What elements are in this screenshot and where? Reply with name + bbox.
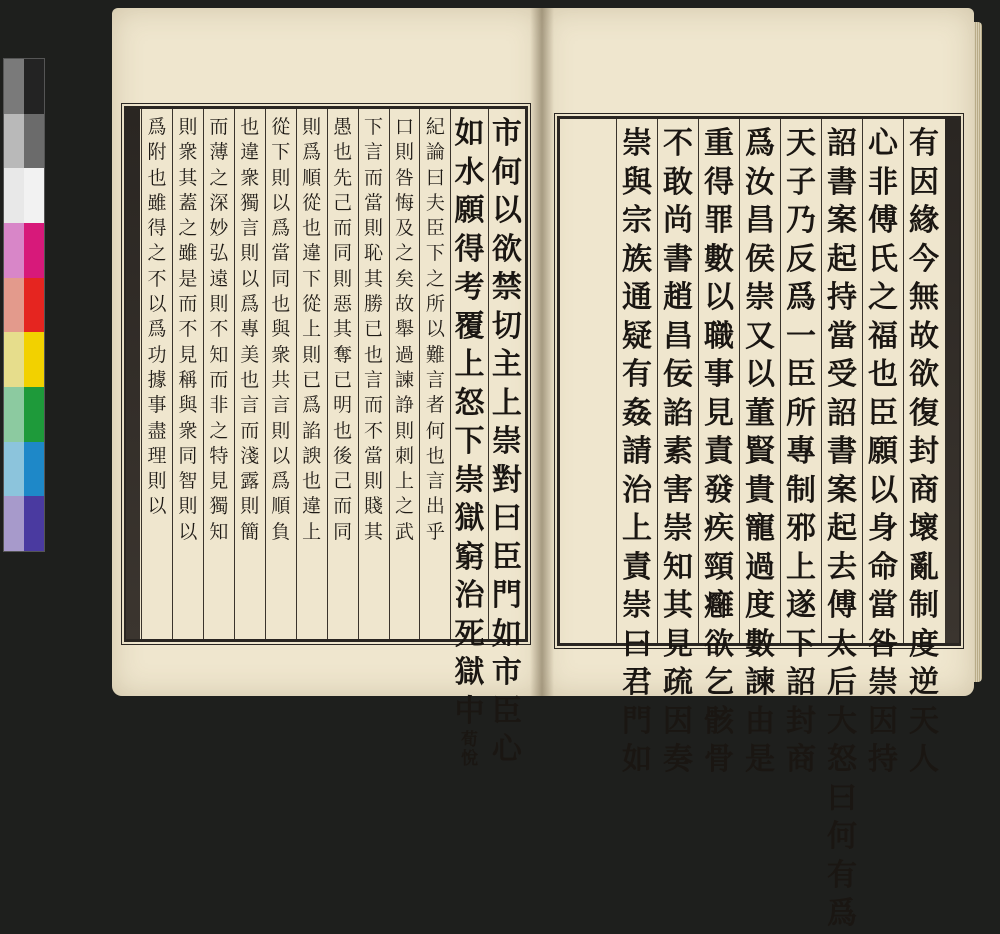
color-swatch xyxy=(24,278,44,333)
open-book xyxy=(112,8,974,931)
color-swatch xyxy=(4,114,24,169)
text-column: 崇 與 宗 族 通 疑 有 姦 請 治 上 責 崇 曰 君 門 如 xyxy=(616,119,657,643)
commentary-column: 紀 論 曰 夫 臣 下 之 所 以 難 言 者 何 也 言 出 乎 xyxy=(419,109,450,639)
text-column xyxy=(450,109,487,769)
color-calibration-chart xyxy=(3,58,45,552)
color-swatch xyxy=(4,278,24,333)
color-swatch xyxy=(4,332,24,387)
text-column: 心 非 傅 氏 之 福 也 臣 願 以 身 命 當 咎 崇 因 持 xyxy=(862,119,903,643)
color-swatch xyxy=(4,59,24,114)
text-column: 不 敢 尚 書 趙 昌 佞 諂 素 害 崇 知 其 見 疏 因 奏 xyxy=(657,119,698,643)
commentary-note: 荀 悅 xyxy=(461,730,479,769)
text-column: 詔 書 案 起 持 當 受 詔 書 案 起 去 傅 太 后 大 怒 曰 何 有 爲 xyxy=(821,119,862,643)
commentary-column: 而 薄 之 深 妙 弘 遠 則 不 知 而 非 之 特 見 獨 知 xyxy=(203,109,234,639)
text-column: 爲 汝 昌 侯 崇 又 以 董 賢 貴 寵 過 度 數 諫 由 是 xyxy=(739,119,780,643)
color-swatch xyxy=(24,114,44,169)
right-text-frame xyxy=(557,116,961,931)
text-column: 天 子 乃 反 爲 一 臣 所 專 制 邪 上 遂 下 詔 封 商 xyxy=(780,119,821,643)
commentary-column: 口 則 咎 悔 及 之 矣 故 舉 過 諫 諍 則 刺 上 之 武 xyxy=(389,109,420,639)
color-swatch xyxy=(24,223,44,278)
color-swatch xyxy=(24,387,44,442)
left-block-edge xyxy=(126,109,140,639)
color-swatch xyxy=(4,168,24,223)
column-text: 如 水 願 得 考 覆 上 怒 下 崇 獄 窮 治 死 獄 中 xyxy=(454,116,485,729)
color-swatch xyxy=(4,223,24,278)
color-swatch xyxy=(4,387,24,442)
right-block-edge xyxy=(945,119,959,643)
color-swatch xyxy=(24,496,44,551)
commentary-column: 從 下 則 以 爲 當 同 也 與 衆 共 言 則 以 爲 順 負 xyxy=(265,109,296,639)
page-edges xyxy=(974,22,982,682)
commentary-column: 也 違 衆 獨 言 則 以 爲 專 美 也 言 而 淺 露 則 簡 xyxy=(234,109,265,639)
commentary-column: 爲 附 也 雖 得 之 不 以 爲 功 據 事 盡 理 則 以 xyxy=(141,109,172,639)
book-gutter xyxy=(530,8,554,696)
commentary-column: 愚 也 先 己 而 同 則 惡 其 奪 已 明 也 後 己 而 同 xyxy=(327,109,358,639)
text-column: 市 何 以 欲 禁 切 主 上 崇 對 曰 臣 門 如 市 臣 心 xyxy=(488,109,525,639)
left-text-frame xyxy=(124,106,528,769)
color-swatch xyxy=(4,496,24,551)
color-swatch xyxy=(24,59,44,114)
text-column: 有 因 緣 今 無 故 欲 復 封 商 壞 亂 制 度 逆 天 人 xyxy=(903,119,944,643)
commentary-column: 則 爲 順 從 也 違 下 從 上 則 已 爲 諂 諛 也 違 上 xyxy=(296,109,327,639)
color-swatch xyxy=(24,168,44,223)
color-swatch xyxy=(24,442,44,497)
commentary-column: 則 衆 其 蓋 之 雖 是 而 不 見 稱 與 衆 同 智 則 以 xyxy=(172,109,203,639)
commentary-column: 下 言 而 當 則 恥 其 勝 已 也 言 而 不 當 則 賤 其 xyxy=(358,109,389,639)
color-swatch xyxy=(4,442,24,497)
text-column: 重 得 罪 數 以 職 事 見 責 發 疾 頸 癰 欲 乞 骸 骨 xyxy=(698,119,739,643)
color-swatch xyxy=(24,332,44,387)
